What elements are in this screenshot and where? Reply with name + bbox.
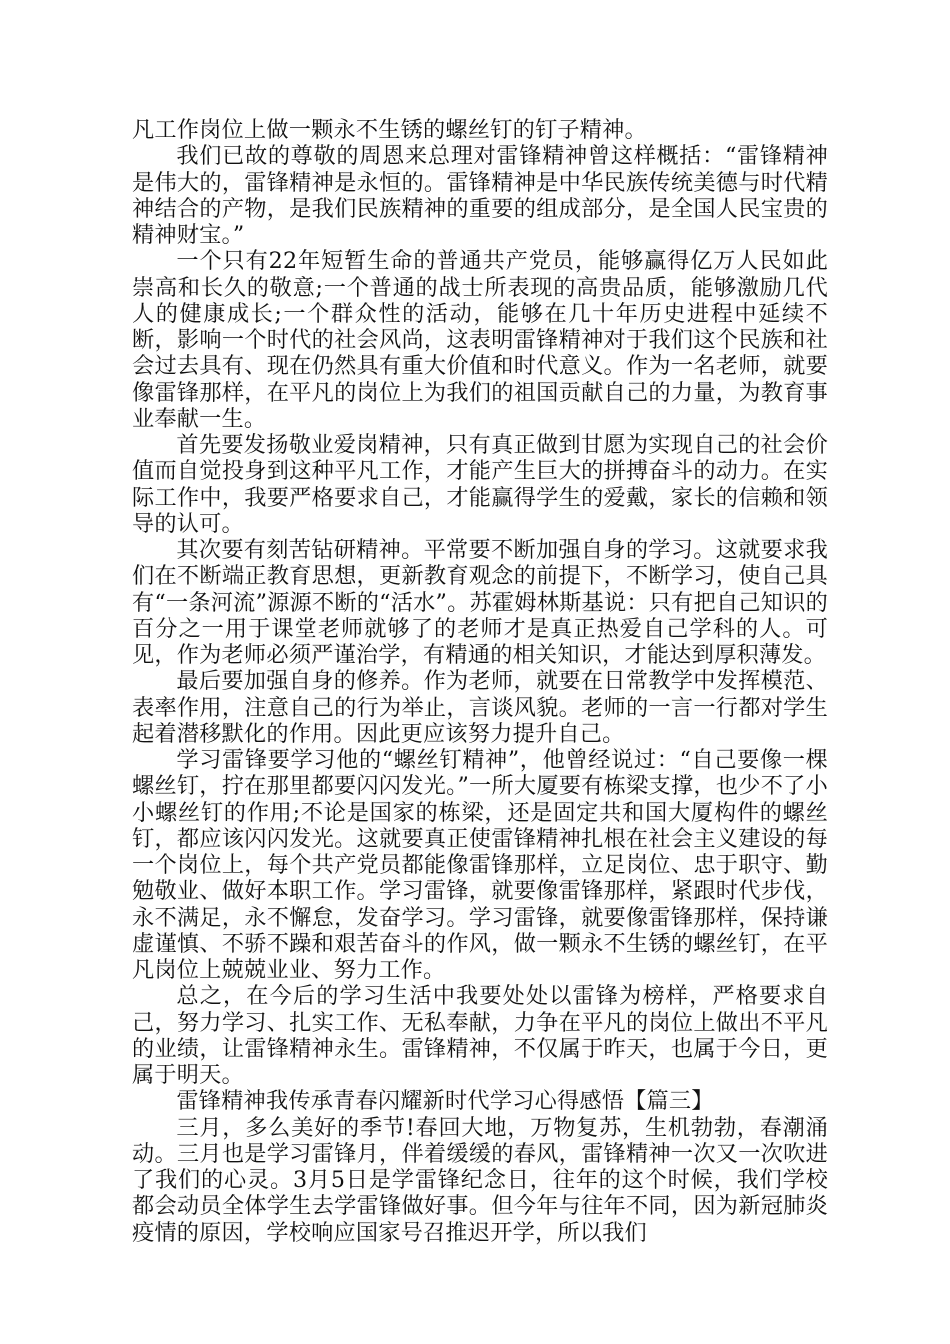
paragraph-5: 其次要有刻苦钻研精神。平常要不断加强自身的学习。这就要求我们在不断端正教育思想，更新教育观念的前提下，不断学习，使自己具有“一条河流”源源不断的“活水”。苏霍姆林斯基说：只有把自己知识的百分之一用于课堂老师就够了的老师才是真正热爱自己学科的人。可见，作为老师必须严谨治学，有精通的相关知识，才能达到厚积薄发。: [132, 537, 828, 668]
paragraph-1: 凡工作岗位上做一颗永不生锈的螺丝钉的钉子精神。: [132, 117, 647, 143]
paragraph-4: 首先要发扬敬业爱岗精神，只有真正做到甘愿为实现自己的社会价值而自觉投身到这种平凡工作，才能产生巨大的拼搏奋斗的动力。在实际工作中，我要严格要求自己，才能赢得学生的爱戴，家长的信赖和领导的认可。: [132, 432, 828, 537]
paragraph-8: 总之，在今后的学习生活中我要处处以雷锋为榜样，严格要求自己，努力学习、扎实工作、无私奉献，力争在平凡的岗位上做出不平凡的业绩，让雷锋精神永生。雷锋精神，不仅属于昨天，也属于今日，更属于明天。: [132, 983, 828, 1088]
document-body: [132, 117, 828, 1246]
paragraph-2: 我们已故的尊敬的周恩来总理对雷锋精神曾这样概括：“雷锋精神是伟大的，雷锋精神是永恒的。雷锋精神是中华民族传统美德与时代精神结合的产物，是我们民族精神的重要的组成部分，是全国人民宝贵的精神财宝。”: [132, 143, 828, 248]
paragraph-6: 最后要加强自身的修养。作为老师，就要在日常教学中发挥模范、表率作用，注意自己的行为举止，言谈风貌。老师的一言一行都对学生起着潜移默化的作用。因此更应该努力提升自己。: [132, 668, 828, 747]
paragraph-9: 三月，多么美好的季节!春回大地，万物复苏，生机勃勃，春潮涌动。三月也是学习雷锋月，伴着缓缓的春风，雷锋精神一次又一次吹进了我们的心灵。3月5日是学雷锋纪念日，往年的这个时候，我们学校都会动员全体学生去学雷锋做好事。但今年与往年不同，因为新冠肺炎疫情的原因，学校响应国家号召推迟开学，所以我们: [132, 1114, 828, 1246]
paragraph-3: 一个只有22年短暂生命的普通共产党员，能够赢得亿万人民如此崇高和长久的敬意;一个普通的战士所表现的高贵品质，能够激励几代人的健康成长;一个群众性的活动，能够在几十年历史进程中延续不断，影响一个时代的社会风尚，这表明雷锋精神对于我们这个民族和社会过去具有、现在仍然具有重大价值和时代意义。作为一名老师，就要像雷锋那样，在平凡的岗位上为我们的祖国贡献自己的力量，为教育事业奉献一生。: [132, 248, 828, 432]
paragraph-7: 学习雷锋要学习他的“螺丝钉精神”，他曾经说过：“自己要像一棵螺丝钉，拧在那里都要闪闪发光。”一所大厦要有栋梁支撑，也少不了小小螺丝钉的作用;不论是国家的栋梁，还是固定共和国大厦构件的螺丝钉，都应该闪闪发光。这就要真正使雷锋精神扎根在社会主义建设的每一个岗位上，每个共产党员都能像雷锋那样，立足岗位、忠于职守、勤勉敬业、做好本职工作。学习雷锋，就要像雷锋那样，紧跟时代步伐，永不满足，永不懈怠，发奋学习。学习雷锋，就要像雷锋那样，保持谦虚谨慎、不骄不躁和艰苦奋斗的作风，做一颗永不生锈的螺丝钉，在平凡岗位上兢兢业业、努力工作。: [132, 747, 828, 983]
section-heading: 雷锋精神我传承青春闪耀新时代学习心得感悟【篇三】: [176, 1088, 714, 1115]
